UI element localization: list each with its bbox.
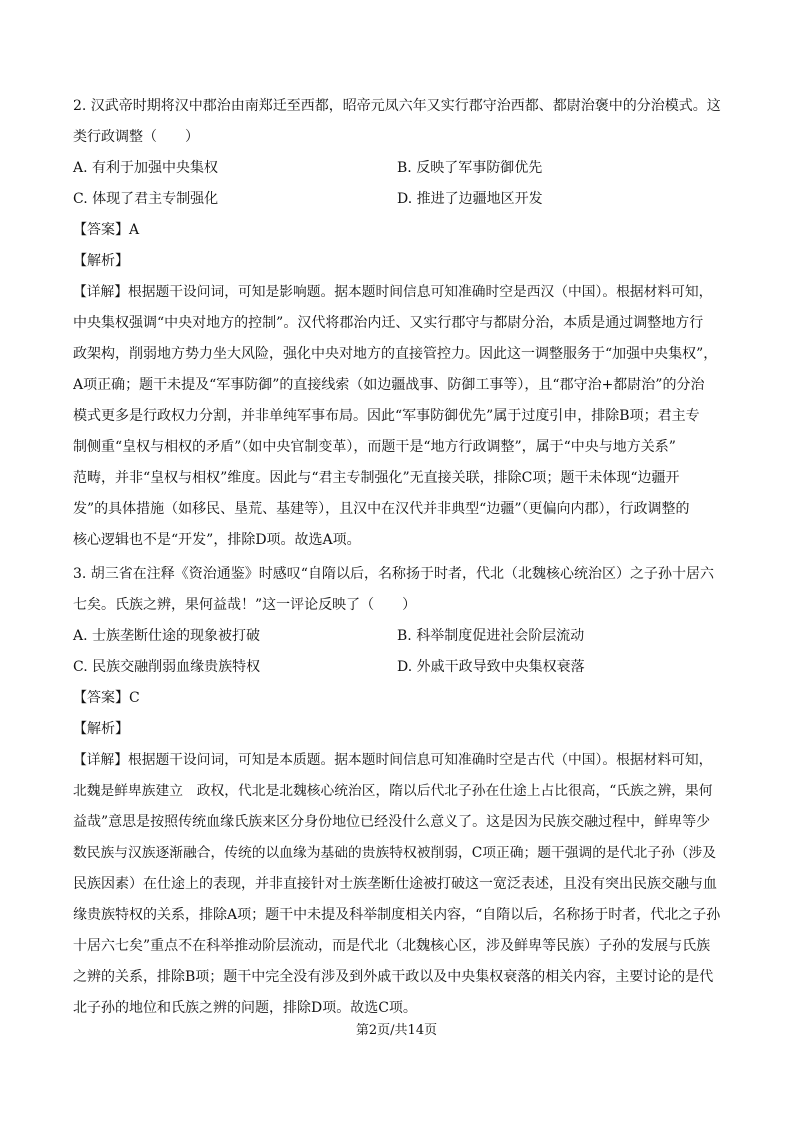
q3-detail-line: 十居六七矣”重点不在科举推动阶层流动，而是代北（北魏核心区，涉及鲜卑等民族）子孙的发展与氏族 [73,938,711,954]
q2-detail-line: 核心逻辑也不是“开发”，排除D项。故选A项。 [73,532,361,548]
q2-analysis-label: 【解析】 [73,253,129,269]
q2-stem-line: 2. 汉武帝时期将汉中郡治由南郑迁至西都，昭帝元凤六年又实行郡守治西都、都尉治褒中的分治模式。这 [73,98,721,114]
q3-analysis-label: 【解析】 [73,721,129,737]
q3-detail-line: 民族因素）在仕途上的表现，并非直接针对士族垄断仕途被打破这一宽泛表述，且没有突出民族交融与血 [73,876,717,892]
q3-detail-line: 【详解】根据题干设问词，可知是本质题。据本题时间信息可知准确时空是古代（中国）。根据材料可知， [73,752,713,768]
q2-detail-line: 模式更多是行政权力分割，并非单纯军事布局。因此“军事防御优先”属于过度引申，排除B项；君主专 [73,408,700,424]
q3-detail-line: 北魏是鲜卑族建立 政权，代北是北魏核心统治区，隋以后代北子孙在仕途上占比很高，“氏族之辨，果何 [73,783,713,799]
q3-stem-line: 七矣。氏族之辨，果何益哉！”这一评论反映了（ ） [73,597,417,613]
q2-detail-line: 中央集权强调“中央对地方的控制”。汉代将郡治内迁、又实行郡守与都尉分治，本质是通过调整地方行 [73,315,704,331]
q3-detail-line: 益哉”意思是按照传统血缘氏族来区分身份地位已经没什么意义了。这是因为民族交融过程中，鲜卑等少 [73,814,711,830]
q3-detail-line: 北子孙的地位和氏族之辨的问题，排除D项。故选C项。 [73,1000,417,1016]
q2-option-a: A. 有利于加强中央集权 [73,160,219,176]
page-number-footer: 第2页/共14页 [355,1023,438,1038]
q2-option-d: D. 推进了边疆地区开发 [397,191,543,207]
q2-detail-line: 政架构，削弱地方势力坐大风险，强化中央对地方的直接管控力。因此这一调整服务于“加强中央集权”， [73,346,718,362]
q2-option-b: B. 反映了军事防御优先 [397,160,543,176]
q2-detail-line: 制侧重“皇权与相权的矛盾”（如中央官制变革），而题干是“地方行政调整”，属于“中央与地方关系” [73,439,676,455]
q3-stem-line: 3. 胡三省在注释《资治通鉴》时感叹“自隋以后，名称扬于时者，代北（北魏核心统治区）之子孙十居六 [73,566,714,582]
q3-detail-line: 之辨的关系，排除B项；题干中完全没有涉及到外戚干政以及中央集权衰落的相关内容，主要讨论的是代 [73,969,714,985]
q3-option-a: A. 士族垄断仕途的现象被打破 [73,628,261,644]
q3-option-b: B. 科举制度促进社会阶层流动 [397,628,585,644]
q2-option-c: C. 体现了君主专制强化 [73,191,219,207]
q3-option-c: C. 民族交融削弱血缘贵族特权 [73,659,261,675]
q2-detail-line: 发”的具体措施（如移民、垦荒、基建等），且汉中在汉代并非典型“边疆”（更偏向内郡），行政调整的 [73,501,690,517]
q2-detail-line: 【详解】根据题干设问词，可知是影响题。据本题时间信息可知准确时空是西汉（中国）。根据材料可知， [73,284,713,300]
q2-detail-line: 范畴，并非“皇权与相权”维度。因此与“君主专制强化”无直接关联，排除C项；题干未体现“边疆开 [73,470,680,486]
q3-detail-line: 缘贵族特权的关系，排除A项；题干中未提及科举制度相关内容，“自隋以后，名称扬于时者，代北之子孙 [73,907,721,923]
q2-detail-line: A项正确；题干未提及“军事防御”的直接线索（如边疆战事、防御工事等），且“郡守治+都尉治”的分治 [73,377,705,393]
q3-answer: 【答案】C [73,690,140,706]
q3-detail-line: 数民族与汉族逐渐融合，传统的以血缘为基础的贵族特权被削弱，C项正确；题干强调的是代北子孙（涉及 [73,845,717,861]
q2-answer: 【答案】A [73,222,140,238]
q2-stem-line: 类行政调整（ ） [73,129,199,145]
q3-option-d: D. 外戚干政导致中央集权衰落 [397,659,585,675]
